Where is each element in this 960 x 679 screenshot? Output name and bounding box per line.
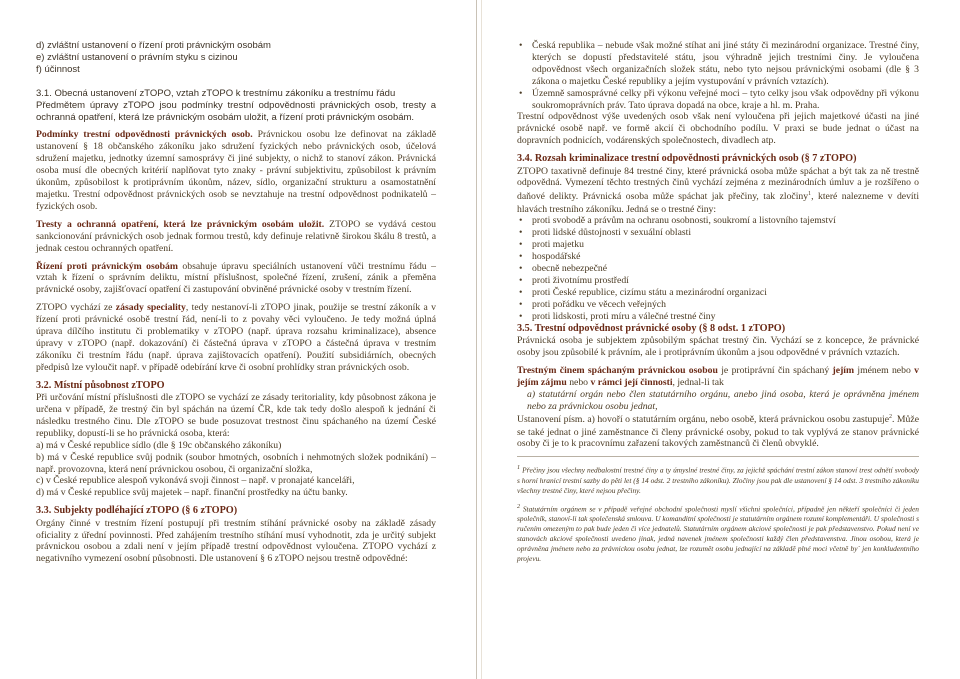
exempt-subjects-list	[517, 40, 919, 111]
paragraph-crime-definition: Trestným činem spáchaným právnickou osobou je protiprávní čin spáchaný jejím jménem nebo v jejím zájmu nebo v rámci její činnosti, jednal-li tak	[517, 364, 919, 388]
list-item: • proti lidskosti, proti míru a válečné trestné činy	[517, 311, 919, 323]
list-item: a) má v České republice sídlo (dle § 19c občanského zákoníku)	[36, 439, 282, 451]
paragraph-speciality: ZTOPO vychází ze zásady speciality, tedy nestanoví-li zTOPO jinak, použije se trestní zákoník a v řízení proti právnické osobě trestní řád, není-li to z povahy věci vyloučeno. Je tedy možná úplná úprava dílčího institutu či problematiky v zTOPO (např. úprava rozsahu kriminalizace), absence úpravy v zTOPO (např. dokazování) či částečná úprava v zTOPO a částečná úprava v trestním zákoníku či trestním řádu (např. úprava zajištovacích opatření). Použití subsidiárních, obecných předpisů lze vyloučit např. v případě odebírání krve či osobní prohlídky stran právnických osob.	[36, 302, 436, 373]
section-3-4-heading: 3.4. Rozsah kriminalizace trestní odpovědnosti právnických osob (§ 7 zTOPO)	[517, 153, 857, 165]
section-3-4-text: ZTOPO taxativně definuje 84 trestné činy, které právnická osoba může spáchat a být tak za ně trestně odpovědná. Vymezení těchto trestných činů vychází zejména z mezinárodních úmluv a je rozšířeno o daňové delikty. Právnická osoba může spáchat jak přečiny, tak zločiny$^1$, které nalezneme v devíti hlavách trestního zákoníku. Jedná se o trestné činy:	[517, 165, 920, 215]
intro-line: f) účinnost	[36, 63, 80, 75]
list-item: • proti České republice, cizímu státu a mezinárodní organizaci	[517, 287, 919, 299]
section-3-3-text: Orgány činné v trestním řízení postupují při trestním stíhání právnické osoby na základě zásady oficiality z úřední povinnosti. Před zahájením trestního stíhání musí vyhodnotit, zda je určitý subjekt právnickou osobou a zdali není v jejím případě trestní odpovědnost vyloučena. ZTOPO vychází z negativního vymezení osobní působnosti. Dle ustanovení § 6 zTOPO nejsou trestně odpovědné:	[36, 517, 436, 565]
page-gutter-shadow	[481, 0, 482, 679]
section-3-3-heading: 3.3. Subjekty podléhající zTOPO (§ 6 zTOPO)	[36, 505, 238, 517]
list-item: • proti pořádku ve věcech veřejných	[517, 299, 919, 311]
footnote-ref: 1	[808, 191, 812, 198]
paragraph-title: Tresty a ochranná opatření, která lze právnickým osobám uložit.	[36, 218, 325, 230]
list-item: • proti svobodě a právům na ochranu osobnosti, soukromí a listovního tajemství	[517, 215, 919, 227]
section-3-1-text: Předmětem úpravy zTOPO jsou podmínky trestní odpovědnosti právnických osob, tresty a ochranná opatření, která lze právnickým osobám uložit, a řízení proti právnickým osobám.	[36, 99, 436, 123]
list-item: b) má v České republice svůj podnik (soubor hmotných, osobních i nehmotných složek podnikání) – např. provozovna, která není právnickou osobou, či organizační složka,	[36, 451, 436, 475]
intro-line: d) zvláštní ustanovení o řízení proti právnickým osobám	[36, 40, 271, 51]
list-item: • proti majetku	[517, 239, 919, 251]
footnote-ref: 2	[889, 414, 893, 421]
list-item: c) v České republice alespoň vykonává svoji činnost – např. v pronajaté kanceláři,	[36, 475, 355, 487]
paragraph-penalties: Tresty a ochranná opatření, která lze právnickým osobám uložit. ZTOPO se vydává cestou sankcionování právnických osob jednak formou trestů, kdy definuje relativně širokou škálu 8 trestů, a jednak cestou ochranných opatření.	[36, 218, 436, 254]
section-3-2-text: Při určování místní příslušnosti dle zTOPO se vychází ze zásady teritoriality, kdy působnost zákona je určena v případě, že trestný čin byl spáchán na území ČR, kde tak tedy došlo alespoň k jednání či následku trestného činu. Dle zTOPO se bude posuzovat trestnost činu spáchaného na území České republiky, dopustí-li se ho právnická osoba, která:	[36, 392, 436, 439]
intro-line: e) zvláštní ustanovení o právním styku s cizinou	[36, 51, 238, 63]
section-3-1-heading: 3.1. Obecná ustanovení zTOPO, vztah zTOPO k trestnímu zákoníku a trestnímu řádu	[36, 87, 396, 99]
footnote: $^1$ Přečiny jsou všechny nedbalostní trestné činy a ty úmyslné trestné činy, za jejichž spáchání trestní zákon stanoví trest odnětí svobody s horní hranicí trestní sazby do pěti let (§ 14 odst. 2 trestního zákoníku). Zločiny jsou pak dle ustanovení § 14 odst. 3 trestního zákoníku všechny trestné činy, které nejsou přečiny.	[517, 465, 919, 495]
left-column	[36, 0, 436, 679]
paragraph-title: Řízení proti právnickým osobám	[36, 260, 178, 272]
page-gutter	[476, 0, 477, 679]
paragraph-conditions: Podmínky trestní odpovědnosti právnických osob. Právnickou osobu lze definovat na základě ustanovení § 18 občanského zákoníku jako sdružení fyzických nebo právnických osob, účelová sdružení majetku, jednotky územní samosprávy či jiné subjekty, o nichž to stanoví zákon. Právnická osoba musí dle obecných kritérií naplňovat tyto znaky - právní subjektivitu, způsobilost k právním úkonům, způsobilost k protiprávním úkonům, název, sídlo, organizační strukturu a osamostatnění majetku. Trestní odpovědnost právnických osob se nevztahuje na trestní odpovědnost podnikatelů – fyzických osob.	[36, 129, 436, 212]
list-item: • Územně samosprávné celky při výkonu veřejné moci – tyto celky jsou však odpovědny při výkonu soukromoprávních práv. Tato úprava dopadá na obce, kraje a hl. m. Praha.	[517, 88, 919, 112]
list-item: d) má v České republice svůj majetek – např. finanční prostředky na účtu banky.	[36, 487, 348, 499]
list-item: • obecně nebezpečné	[517, 263, 919, 275]
paragraph-title: Podmínky trestní odpovědnosti právnických osob.	[36, 129, 253, 141]
section-3-2-heading: 3.2. Místní působnost zTOPO	[36, 379, 165, 391]
section-3-5-text: Právnická osoba je subjektem způsobilým spáchat trestný čin. Vychází se z koncepce, že právnické osoby jsou způsobilé k právním, ale i protiprávním úkonům a jsou odpovědné v právních vztazích.	[517, 334, 919, 358]
footnote-divider	[517, 456, 919, 457]
paragraph-statutory: Ustanovení písm. a) hovoří o statutárním orgánu, nebo osobě, která právnickou osobu zastupuje$^2$. Může se také jednat o jiné zaměstnance či členy právnické osoby, pokud to tak vyplývá ze stanov právnické osoby či je to k pracovnímu zařazení takových zaměstnanců či členů obvyklé.	[517, 414, 919, 450]
list-item: a) statutární orgán nebo člen statutárního orgánu, anebo jiná osoba, která je oprávněna jménem nebo za právnickou osobu jednat,	[527, 388, 919, 412]
paragraph-proceedings: Řízení proti právnickým osobám obsahuje úpravu speciálních ustanovení vůči trestnímu řádu – vztah k řízení o správním deliktu, místní příslušnost, společné řízení, zrušení, zánik a přeměna právnické osoby, zajišťovací opatření či zastupování obviněné právnické osoby v trestním řízení.	[36, 260, 436, 296]
right-column	[517, 0, 919, 679]
list-item: • proti životnímu prostředí	[517, 275, 919, 287]
crimes-list	[517, 215, 919, 322]
footnote: $^2$ Statutárním orgánem se v případě veřejné obchodní společnosti myslí všichni společníci, případně jen někteří společníci či jeden společník, stanoví-li tak společenská smlouva. U komanditní společnosti je statutárním orgánem rozumí komplementáři. U společnosti s ručením omezeným to pak bude jeden či více jednatelů. Statutárním orgánem akciové společnosti je pak představenstvo. Pokud není ve stanovách akciové společnosti uvedeno jinak, jedná navenek jménem společnosti každý člen představenstva. Jinou osobou, která je oprávněna jménem nebo za právnickou osobu jednat, lze rozumět osobu jednající na základě plné moci včetně by´ jen konkludentního projevu.	[517, 503, 919, 563]
section-3-5-heading: 3.5. Trestní odpovědnost právnické osoby (§ 8 odst. 1 zTOPO)	[517, 322, 786, 334]
list-item: • hospodářské	[517, 251, 919, 263]
list-item: • proti lidské důstojnosti v sexuální oblasti	[517, 227, 919, 239]
list-item: • Česká republika – nebude však možné stíhat ani jiné státy či mezinárodní organizace. Trestné činy, kterých se dopustí představitelé státu, jsou výhradně jejich trestními činy. Je vyloučena odpovědnost všech organizačních složek státu, nebo tyto nejsou právnickými osobami (dle § 3 zákona o majetku České republiky a jejím vystupování v právních vztazích).	[517, 40, 919, 88]
paragraph-participation: Trestní odpovědnost výše uvedených osob však není vyloučena při jejich majetkové účasti na jiné právnické osobě např. ve formě akcií či obchodního podílu. V praxi se bude jednat o účast na dopravních podnicích, vodárenských společnostech, divadlech atp.	[517, 111, 919, 147]
